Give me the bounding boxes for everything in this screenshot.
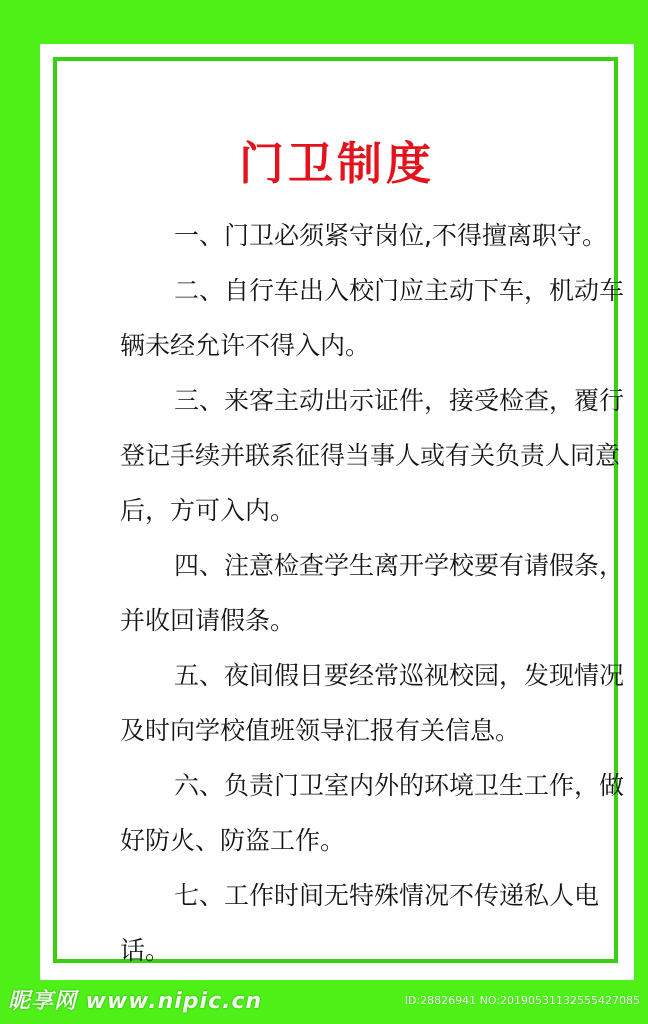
sign-panel xyxy=(40,44,634,980)
rule-item-6: 六、负责门卫室内外的环境卫生工作，做好防火、防盗工作。 xyxy=(120,771,625,855)
watermark-logo: 昵享网 www.nipic.cn xyxy=(8,989,263,1014)
sign-title: 门卫制度 xyxy=(238,137,435,190)
rule-item-5: 五、夜间假日要经常巡视校园，发现情况及时向学校值班领导汇报有关信息。 xyxy=(120,661,625,745)
rule-item-2: 二、自行车出入校门应主动下车，机动车辆未经允许不得入内。 xyxy=(120,276,625,360)
watermark-bar xyxy=(0,980,648,1024)
rules-list xyxy=(120,208,648,978)
image-id-label: ID:28826941 NO:20190531132555427085 xyxy=(404,994,640,1007)
rule-item-4: 四、注意检查学生离开学校要有请假条，并收回请假条。 xyxy=(120,551,625,635)
rule-item-3: 三、来客主动出示证件，接受检查，覆行登记手续并联系征得当事人或有关负责人同意后，方可入内。 xyxy=(120,386,625,525)
rule-item-1: 一、门卫必须紧守岗位,不得擅离职守。 xyxy=(174,221,607,250)
rule-item-7: 七、工作时间无特殊情况不传递私人电话。 xyxy=(120,881,600,965)
